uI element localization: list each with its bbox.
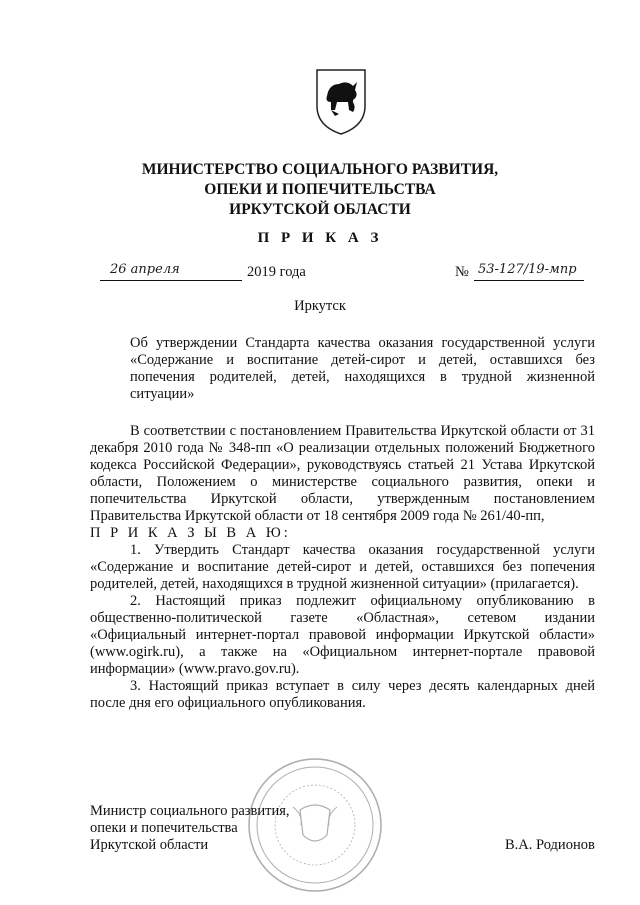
position-line-1: Министр социального развития, bbox=[90, 803, 290, 819]
item-1: 1. Утвердить Стандарт качества оказания государственной услуги «Содержание и воспитание детей-сирот и детей, оставшихся без попечения родителей, детей, находящихся в трудной жизненной ситуации» (прилагается). bbox=[90, 542, 595, 592]
order-body bbox=[90, 423, 595, 712]
order-number-field bbox=[474, 262, 584, 281]
signatory-name: В.А. Родионов bbox=[505, 837, 595, 853]
ministry-name-line-3: ИРКУТСКОЙ ОБЛАСТИ bbox=[229, 201, 411, 218]
order-number-label: № bbox=[455, 264, 469, 280]
signatory-position bbox=[90, 803, 290, 854]
irkutsk-coat-of-arms-icon bbox=[313, 66, 369, 136]
position-line-3: Иркутской области bbox=[90, 837, 209, 853]
handwritten-date: 26 апреля bbox=[110, 262, 180, 277]
order-subject: Об утверждении Стандарта качества оказания государственной услуги «Содержание и воспитание детей-сирот и детей, оставшихся без попечения родителей, детей, находящихся в трудной жизненной ситуации» bbox=[130, 335, 595, 402]
directive-heading: П Р И К А З Ы В А Ю: bbox=[90, 525, 291, 541]
order-city: Иркутск bbox=[294, 298, 346, 314]
order-date-field bbox=[100, 262, 242, 281]
preamble-paragraph: В соответствии с постановлением Правительства Иркутской области от 31 декабря 2010 года № 348-пп «О реализации отдельных положений Бюджетного кодекса Российской Федерации», руководствуясь статьей 21 Устава Иркутской области, Положением о министерстве социального развития, опеки и попечительства Иркутской области, утвержденным постановлением Правительства Иркутской области от 18 сентября 2009 года № 261/40-пп, bbox=[90, 423, 595, 524]
ministry-name-line-2: ОПЕКИ И ПОПЕЧИТЕЛЬСТВА bbox=[204, 181, 436, 198]
item-3: 3. Настоящий приказ вступает в силу через десять календарных дней после дня его официального опубликования. bbox=[90, 678, 595, 711]
order-year: 2019 года bbox=[247, 264, 306, 280]
handwritten-number: 53-127/19-мпр bbox=[478, 262, 577, 277]
position-line-2: опеки и попечительства bbox=[90, 820, 238, 836]
ministry-name-line-1: МИНИСТЕРСТВО СОЦИАЛЬНОГО РАЗВИТИЯ, bbox=[141, 161, 499, 178]
order-title: П Р И К А З bbox=[257, 230, 383, 246]
item-2: 2. Настоящий приказ подлежит официальному опубликованию в общественно-политической газете «Областная», сетевом издании «Официальный интернет-портал правовой информации Иркутской области» (www.ogirk.ru), а также на «Официальном интернет-портале правовой информации» (www.pravo.gov.ru). bbox=[90, 593, 595, 677]
